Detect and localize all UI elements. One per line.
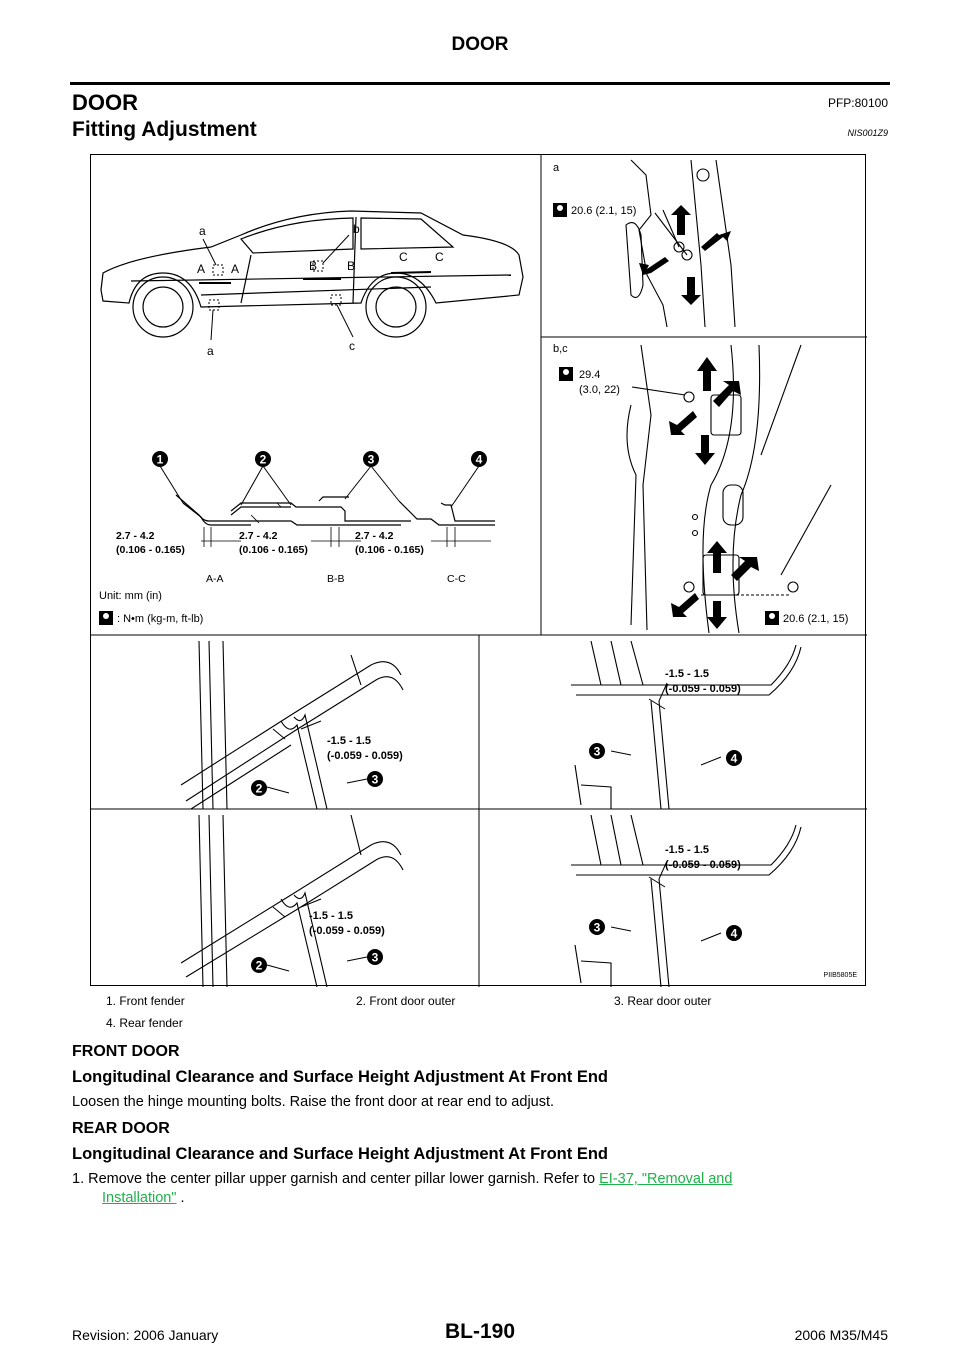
callout-3 (589, 743, 605, 759)
svg-text:3: 3 (593, 744, 601, 759)
callout-4 (726, 925, 742, 941)
gap-bb-l2: (0.106 - 0.165) (239, 544, 308, 556)
header-rule (70, 82, 890, 85)
gap-cc-l1: 2.7 - 4.2 (355, 530, 394, 542)
section-code: PFP:80100 (827, 96, 888, 110)
svg-text:3: 3 (593, 920, 601, 935)
legend-item-4: 4. Rear fender (106, 1016, 183, 1030)
svg-text:2: 2 (259, 452, 267, 467)
front-door-heading: FRONT DOOR (72, 1043, 180, 1060)
wrench-icon (765, 611, 779, 625)
running-title: DOOR (451, 34, 509, 55)
figure-drawing (91, 155, 867, 987)
step1-suffix: . (176, 1190, 185, 1206)
callout-3 (363, 451, 379, 467)
svg-text:4: 4 (730, 926, 738, 941)
torque-a: 20.6 (2.1, 15) (571, 205, 637, 217)
fitting-adjustment-figure (90, 154, 866, 986)
rear-door-heading: REAR DOOR (72, 1120, 170, 1137)
gap-aa-l2: (0.106 - 0.165) (116, 544, 185, 556)
subsection-title: Fitting Adjustment (72, 118, 257, 141)
flush-bl-l1: -1.5 - 1.5 (309, 910, 354, 922)
ei-37-link[interactable]: EI-37, "Removal and (599, 1171, 733, 1187)
flush-tl-l2: (-0.059 - 0.059) (327, 750, 403, 762)
legend-item-3: 3. Rear door outer (614, 994, 712, 1008)
flush-tr-l2: (-0.059 - 0.059) (665, 683, 741, 695)
torque-bc1-l1: 29.4 (579, 369, 601, 381)
front-door-subheading: Longitudinal Clearance and Surface Height Adjustment At Front End (72, 1068, 608, 1086)
label-a-top: a (199, 224, 206, 238)
svg-text:3: 3 (367, 452, 375, 467)
legend-item-1: 1. Front fender (106, 994, 185, 1008)
flush-br-l2: (-0.059 - 0.059) (665, 859, 741, 871)
callout-4 (726, 750, 742, 766)
label-section-bb: B-B (327, 573, 345, 585)
footer-revision: Revision: 2006 January (72, 1327, 219, 1343)
rear-door-subheading: Longitudinal Clearance and Surface Height Adjustment At Front End (72, 1145, 608, 1163)
torque-unit-label: : N•m (kg-m, ft-lb) (117, 613, 204, 625)
label-section-aa: A-A (206, 573, 224, 585)
flush-tl-l1: -1.5 - 1.5 (327, 735, 372, 747)
legend-item-2: 2. Front door outer (356, 994, 456, 1008)
panel-a-label: a (553, 162, 560, 174)
figure-id: PIIB5805E (823, 972, 857, 979)
arrow-icons (669, 357, 759, 629)
car-side-view (101, 211, 523, 337)
svg-text:3: 3 (371, 950, 379, 965)
wrench-icon (559, 367, 573, 381)
gap-aa-l1: 2.7 - 4.2 (116, 530, 155, 542)
ei-37-link-cont[interactable]: Installation" (102, 1190, 177, 1206)
callout-1 (152, 451, 168, 467)
label-a-bottom: a (207, 344, 214, 358)
callout-4 (471, 451, 487, 467)
flush-br-l1: -1.5 - 1.5 (665, 844, 710, 856)
flush-tr-l1: -1.5 - 1.5 (665, 668, 710, 680)
step1-text: 1. Remove the center pillar upper garnish and center pillar lower garnish. Refer to (72, 1171, 600, 1187)
svg-text:1: 1 (156, 452, 164, 467)
svg-text:4: 4 (730, 751, 738, 766)
label-section-c2: C (435, 250, 444, 264)
torque-bc2: 20.6 (2.1, 15) (783, 613, 849, 625)
front-door-text: Loosen the hinge mounting bolts. Raise the front door at rear end to adjust. (72, 1094, 555, 1110)
label-section-a2: A (231, 262, 240, 276)
rear-door-step1 (72, 1171, 890, 1187)
label-section-c1: C (399, 250, 408, 264)
label-section-cc: C-C (447, 573, 466, 585)
unit-label: Unit: mm (in) (99, 590, 162, 602)
gap-cc-l2: (0.106 - 0.165) (355, 544, 424, 556)
page-number: BL-190 (444, 1320, 516, 1343)
callout-3 (367, 949, 383, 965)
callout-3 (367, 771, 383, 787)
torque-bc1-l2: (3.0, 22) (579, 384, 620, 396)
label-b: b (353, 222, 360, 236)
label-section-b2: B (347, 259, 356, 273)
svg-text:2: 2 (255, 958, 263, 973)
subsection-code: NIS001Z9 (847, 128, 888, 138)
section-profiles (176, 495, 495, 547)
callout-2 (251, 780, 267, 796)
arrow-icons (639, 205, 731, 305)
label-section-b1: B (309, 259, 318, 273)
hinge-a-drawing (626, 160, 735, 327)
gap-bb-l1: 2.7 - 4.2 (239, 530, 278, 542)
label-section-a1: A (197, 262, 206, 276)
svg-text:3: 3 (371, 772, 379, 787)
panel-bc-label: b,c (553, 343, 568, 355)
footer-model: 2006 M35/M45 (794, 1327, 888, 1343)
callout-2 (251, 957, 267, 973)
callout-3 (589, 919, 605, 935)
section-title: DOOR (72, 90, 138, 115)
wrench-icon (99, 611, 113, 625)
flush-bl-l2: (-0.059 - 0.059) (309, 925, 385, 937)
svg-text:4: 4 (475, 452, 483, 467)
label-c: c (349, 339, 355, 353)
svg-text:2: 2 (255, 781, 263, 796)
rear-door-step1-cont (102, 1190, 185, 1206)
wrench-icon (553, 203, 567, 217)
callout-2 (255, 451, 271, 467)
